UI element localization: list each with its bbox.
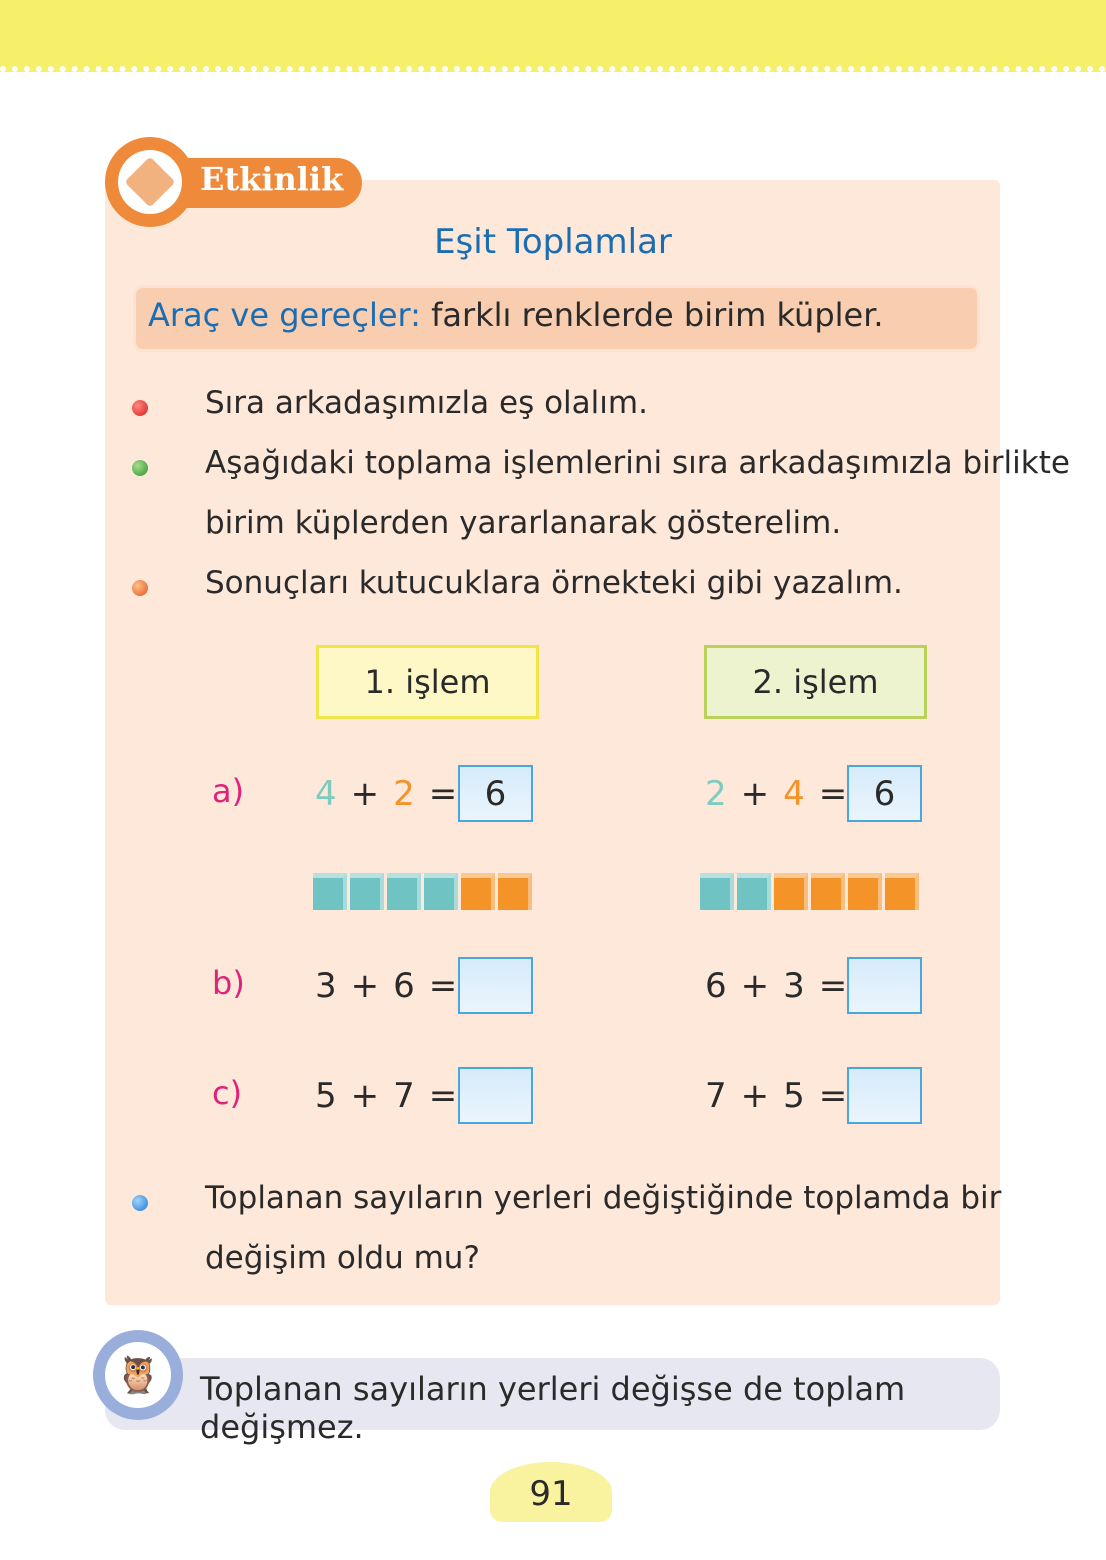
- bullet-green: [132, 460, 148, 476]
- badge-circle: [105, 137, 195, 227]
- question-line-2: değişim oldu mu?: [205, 1240, 480, 1276]
- question-line-1: Toplanan sayıların yerleri değiştiğinde toplamda bir: [205, 1180, 1002, 1216]
- equation-c-left: [315, 1067, 457, 1124]
- answer-box-b-left[interactable]: [458, 957, 533, 1014]
- addend-1: 3: [315, 965, 337, 1006]
- addend-2: 4: [783, 773, 805, 814]
- addend-2: 3: [783, 965, 805, 1006]
- addend-1: 4: [315, 773, 337, 814]
- addend-2: 7: [393, 1075, 415, 1116]
- orange-unit-cube: [461, 873, 495, 910]
- teal-unit-cube: [313, 873, 347, 910]
- bullet-blue: [132, 1195, 148, 1211]
- teal-unit-cube: [424, 873, 458, 910]
- materials-box: [133, 285, 980, 352]
- instruction-3: Sonuçları kutucuklara örnekteki gibi yazalım.: [205, 565, 903, 601]
- row-label-b: b): [212, 964, 245, 1002]
- owl-icon: 🦉: [93, 1330, 183, 1420]
- equation-a-right: [705, 765, 847, 822]
- page-number: 91: [490, 1462, 612, 1522]
- addend-2: 6: [393, 965, 415, 1006]
- top-decorative-band: [0, 0, 1106, 72]
- unit-cubes-left: [313, 873, 532, 910]
- orange-unit-cube: [498, 873, 532, 910]
- orange-unit-cube: [848, 873, 882, 910]
- orange-unit-cube: [885, 873, 919, 910]
- plus-sign: +: [350, 1075, 380, 1116]
- unit-cubes-right: [700, 873, 919, 910]
- addend-2: 2: [393, 773, 415, 814]
- equals-sign: =: [818, 1075, 848, 1116]
- materials-value: farklı renklerde birim küpler.: [431, 296, 884, 334]
- answer-box-c-left[interactable]: [458, 1067, 533, 1124]
- bullet-orange: [132, 580, 148, 596]
- equals-sign: =: [428, 965, 458, 1006]
- addend-1: 6: [705, 965, 727, 1006]
- row-label-a: a): [212, 772, 245, 810]
- bullet-red: [132, 400, 148, 416]
- equals-sign: =: [818, 773, 848, 814]
- plus-sign: +: [350, 965, 380, 1006]
- header-operation-2: 2. işlem: [704, 645, 927, 719]
- equation-c-right: [705, 1067, 847, 1124]
- plus-sign: +: [740, 965, 770, 1006]
- header-operation-1: 1. işlem: [316, 645, 539, 719]
- instruction-1: Sıra arkadaşımızla eş olalım.: [205, 385, 648, 421]
- equals-sign: =: [818, 965, 848, 1006]
- addend-1: 5: [315, 1075, 337, 1116]
- teal-unit-cube: [737, 873, 771, 910]
- plus-sign: +: [740, 1075, 770, 1116]
- instruction-2-cont: birim küplerden yararlanarak gösterelim.: [205, 505, 842, 541]
- badge-label: Etkinlik: [200, 160, 344, 198]
- addend-2: 5: [783, 1075, 805, 1116]
- teal-unit-cube: [700, 873, 734, 910]
- answer-box-a-left[interactable]: 6: [458, 765, 533, 822]
- equation-b-right: [705, 957, 847, 1014]
- answer-box-a-right[interactable]: 6: [847, 765, 922, 822]
- teal-unit-cube: [350, 873, 384, 910]
- equals-sign: =: [428, 1075, 458, 1116]
- addend-1: 7: [705, 1075, 727, 1116]
- addend-1: 2: [705, 773, 727, 814]
- summary-note: Toplanan sayıların yerleri değişse de toplam değişmez.: [105, 1358, 1000, 1430]
- teal-unit-cube: [387, 873, 421, 910]
- equals-sign: =: [428, 773, 458, 814]
- puzzle-icon: [118, 150, 182, 214]
- instruction-2: Aşağıdaki toplama işlemlerini sıra arkadaşımızla birlikte: [205, 445, 1070, 481]
- orange-unit-cube: [774, 873, 808, 910]
- row-label-c: c): [212, 1074, 243, 1112]
- materials-key: Araç ve gereçler:: [148, 296, 421, 334]
- answer-box-c-right[interactable]: [847, 1067, 922, 1124]
- orange-unit-cube: [811, 873, 845, 910]
- plus-sign: +: [740, 773, 770, 814]
- equation-a-left: [315, 765, 457, 822]
- plus-sign: +: [350, 773, 380, 814]
- equation-b-left: [315, 957, 457, 1014]
- answer-box-b-right[interactable]: [847, 957, 922, 1014]
- activity-title: Eşit Toplamlar: [434, 222, 672, 262]
